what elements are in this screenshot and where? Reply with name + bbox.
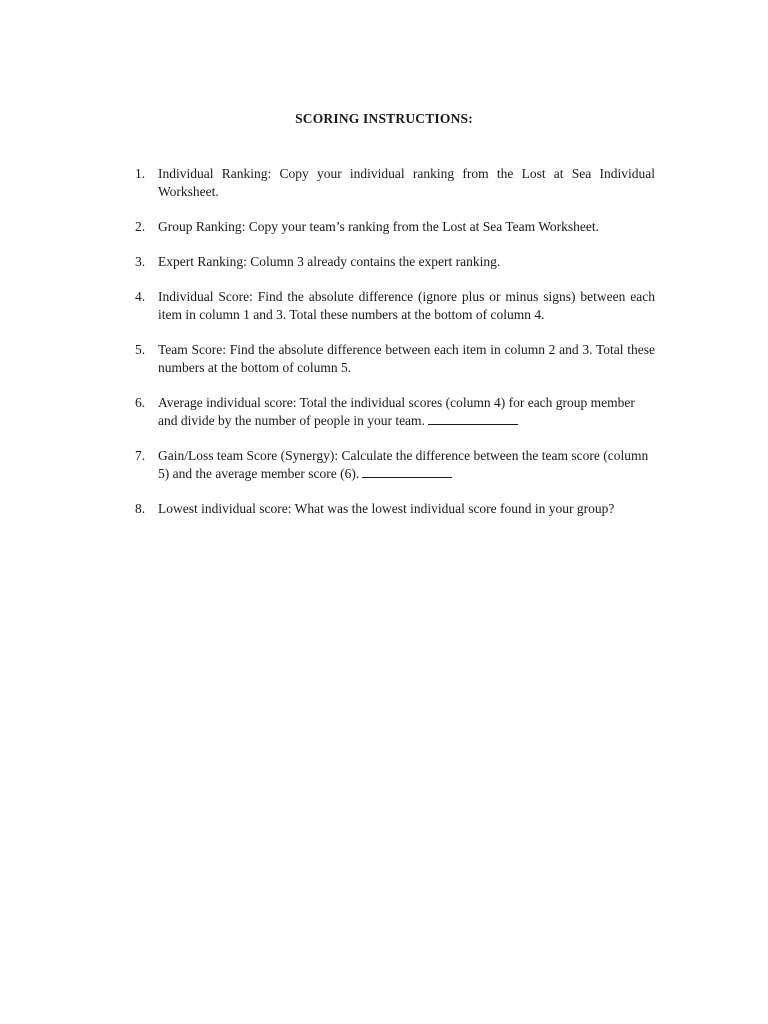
item-text: Individual Ranking: Copy your individual ranking from the Lost at Sea Individual Worksheet. [158, 166, 655, 199]
item-text: Team Score: Find the absolute difference between each item in column 2 and 3. Total these numbers at the bottom of column 5. [158, 342, 655, 375]
item-number: 5. [135, 342, 146, 357]
instructions-list [135, 165, 655, 535]
item-number: 8. [135, 501, 146, 516]
item-text: Lowest individual score: What was the lowest individual score found in your group? [158, 501, 615, 516]
list-item [135, 288, 655, 324]
item-text: Individual Score: Find the absolute difference (ignore plus or minus signs) between each item in column 1 and 3. Total these numbers at the bottom of column 4. [158, 289, 655, 322]
item-number: 7. [135, 448, 146, 463]
list-item [135, 500, 655, 518]
item-number: 3. [135, 254, 146, 269]
item-number: 1. [135, 166, 146, 181]
list-item [135, 341, 655, 377]
item-number: 6. [135, 395, 146, 410]
page-title: SCORING INSTRUCTIONS: [295, 111, 473, 126]
item-text: Gain/Loss team Score (Synergy): Calculate the difference between the team score (column 5) and the average member score (6). [158, 448, 649, 481]
answer-blank[interactable] [362, 465, 452, 478]
item-text: Average individual score: Total the individual scores (column 4) for each group member and divide by the number of people in your team. [158, 395, 635, 428]
item-number: 4. [135, 289, 146, 304]
item-text: Expert Ranking: Column 3 already contains the expert ranking. [158, 254, 501, 269]
list-item [135, 394, 655, 430]
list-item [135, 165, 655, 201]
item-number: 2. [135, 219, 146, 234]
list-item [135, 447, 655, 483]
item-text: Group Ranking: Copy your team’s ranking from the Lost at Sea Team Worksheet. [158, 219, 600, 234]
answer-blank[interactable] [428, 412, 518, 425]
list-item [135, 253, 655, 271]
list-item [135, 218, 655, 236]
